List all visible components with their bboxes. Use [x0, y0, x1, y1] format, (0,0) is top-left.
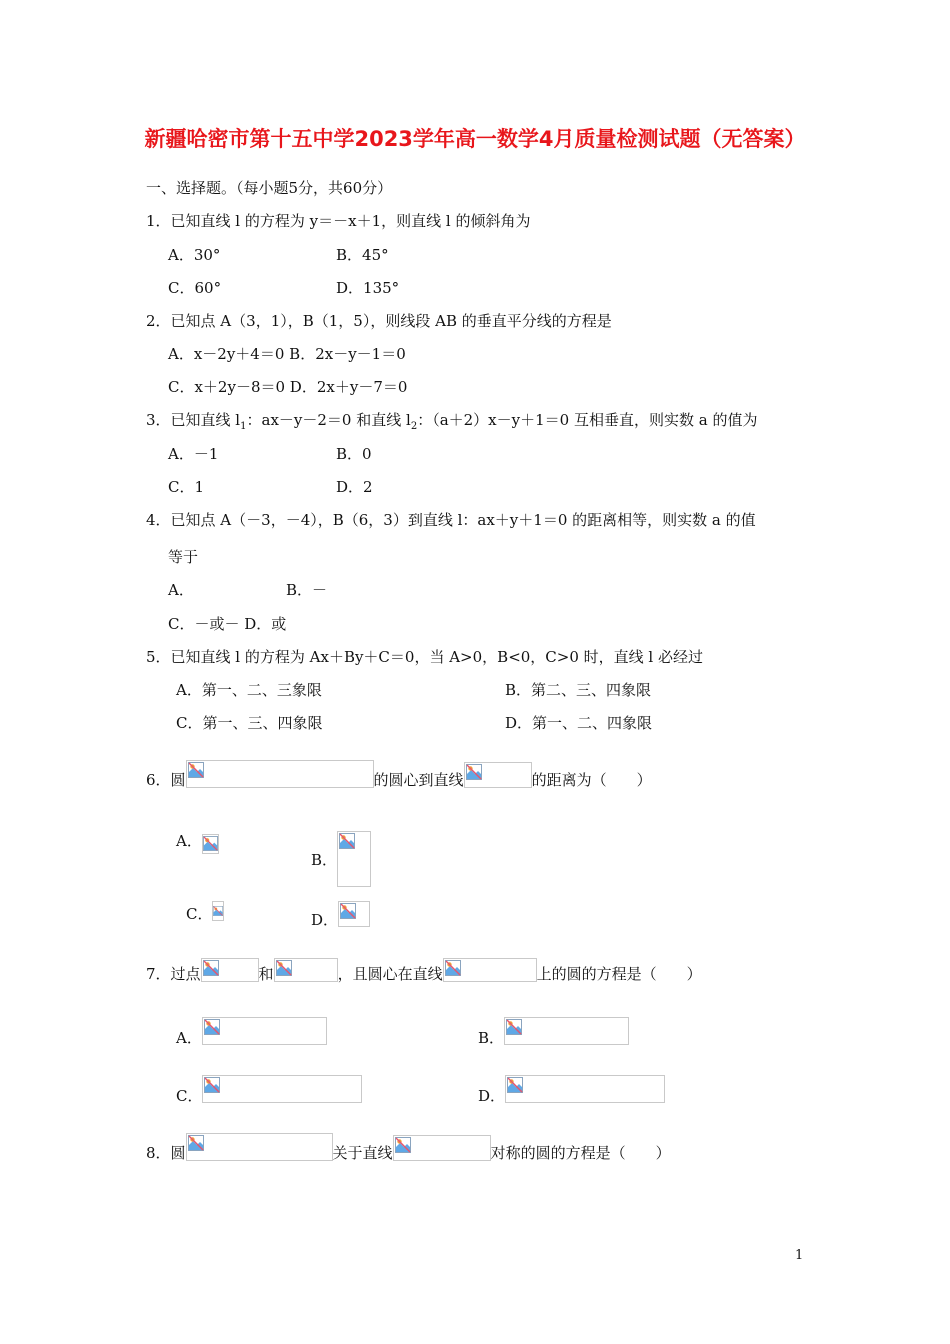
q7-option-b-image [504, 1017, 629, 1045]
broken-image-icon [507, 1077, 523, 1093]
q7-option-b-label: B． [478, 1029, 505, 1047]
q2-stem: 2．已知点 A（3，1），B（1，5），则线段 AB 的垂直平分线的方程是 [146, 312, 612, 330]
q7-option-c-label: C． [176, 1087, 203, 1105]
broken-image-icon [466, 764, 482, 780]
q7-line-image [443, 958, 537, 982]
q1-stem: 1．已知直线 l 的方程为 y＝－x＋1，则直线 l 的倾斜角为 [146, 212, 531, 230]
q7-option-c [176, 1075, 362, 1106]
q4-stem-line2: 等于 [168, 548, 199, 566]
q5-option-c: C．第一、三、四象限 [176, 714, 323, 732]
q7-point2-image [274, 958, 338, 982]
q8-circle-equation-image [186, 1133, 333, 1161]
q3-subscript-1: 1 [240, 421, 247, 432]
q6-stem [146, 760, 652, 790]
q3-option-b: B．0 [336, 445, 372, 463]
q6-option-c-label: C． [186, 905, 213, 923]
broken-image-icon [204, 1077, 220, 1093]
q7-and: 和 [258, 965, 274, 983]
q3-option-a: A．－1 [168, 445, 219, 463]
broken-image-icon [203, 960, 219, 976]
q2-options-ab: A．x－2y＋4＝0 B．2x－y－1＝0 [168, 345, 406, 363]
q7-point1-image [201, 958, 259, 982]
broken-image-icon [188, 1135, 204, 1151]
q6-circle-equation-image [186, 760, 374, 788]
q5-option-a: A．第一、二、三象限 [176, 681, 322, 699]
broken-image-icon [203, 836, 218, 851]
q4-option-b: B．－ [286, 581, 328, 599]
q5-option-b: B．第二、三、四象限 [505, 681, 652, 699]
q7-number: 7．过点 [146, 965, 201, 983]
q3-stem [146, 410, 757, 437]
broken-image-icon [339, 833, 355, 849]
q7-option-a-image [202, 1017, 327, 1045]
q6-option-d-image [338, 901, 370, 927]
q6-option-c-image [212, 901, 224, 921]
q7-option-b [478, 1017, 629, 1048]
q7-option-d [478, 1075, 665, 1106]
page-number: 1 [795, 1248, 804, 1263]
broken-image-icon [506, 1019, 522, 1035]
broken-image-icon [188, 762, 204, 778]
q1-option-d: D．135° [336, 279, 400, 297]
q3-stem-pre: 3．已知直线 l [146, 411, 241, 429]
q6-line-equation-image [464, 762, 532, 788]
q6-stem-mid: 的圆心到直线 [373, 771, 464, 789]
document-title: 新疆哈密市第十五中学2023学年高一数学4月质量检测试题（无答案） [144, 127, 806, 151]
q7-stem-end: 上的圆的方程是（ ） [536, 965, 702, 983]
q7-option-a [176, 1017, 327, 1048]
q6-option-a [176, 831, 219, 854]
q7-option-d-image [505, 1075, 665, 1103]
q7-option-d-label: D． [478, 1087, 506, 1105]
q3-option-c: C．1 [168, 478, 205, 496]
q6-option-d [311, 901, 370, 930]
q4-stem-line1: 4．已知点 A（－3，－4），B（6，3）到直线 l：ax＋y＋1＝0 的距离相等，则实数 a 的值 [146, 511, 756, 529]
broken-image-icon [276, 960, 292, 976]
q8-stem-end: 对称的圆的方程是（ ） [490, 1144, 671, 1162]
q6-option-b-image [337, 831, 371, 887]
q6-option-b-label: B． [311, 851, 338, 869]
q6-option-c [186, 901, 224, 924]
q3-subscript-2: 2 [410, 421, 418, 432]
q6-option-b [311, 831, 371, 887]
broken-image-icon [395, 1137, 411, 1153]
broken-image-icon [340, 903, 356, 919]
section-heading: 一、选择题。（每小题5分，共60分） [146, 179, 393, 197]
q5-option-d: D．第一、二、四象限 [505, 714, 653, 732]
q1-option-b: B．45° [336, 246, 389, 264]
q7-stem [146, 958, 702, 984]
q6-number: 6．圆 [146, 771, 186, 789]
q1-option-c: C．60° [168, 279, 222, 297]
q3-stem-mid: ：ax－y－2＝0 和直线 l [246, 411, 411, 429]
q8-stem-mid: 关于直线 [332, 1144, 393, 1162]
broken-image-icon [204, 1019, 220, 1035]
q5-stem: 5．已知直线 l 的方程为 Ax＋By＋C＝0，当 A>0，B<0，C>0 时，直线 l 必经过 [146, 648, 703, 666]
q6-stem-end: 的距离为（ ） [531, 771, 652, 789]
broken-image-icon [445, 960, 461, 976]
q3-option-d: D．2 [336, 478, 373, 496]
q6-option-a-label: A． [176, 832, 202, 850]
q8-stem [146, 1133, 671, 1163]
q8-number: 8．圆 [146, 1144, 186, 1162]
q7-option-a-label: A． [176, 1029, 202, 1047]
q8-line-equation-image [393, 1135, 491, 1161]
q7-stem-mid: ，且圆心在直线 [337, 965, 443, 983]
broken-image-icon [213, 903, 223, 919]
q1-option-a: A．30° [168, 246, 221, 264]
q6-option-a-image [202, 834, 219, 854]
q6-option-d-label: D． [311, 911, 339, 929]
q3-stem-post: ：（a＋2）x－y＋1＝0 互相垂直，则实数 a 的值为 [417, 411, 758, 429]
q2-options-cd: C．x＋2y－8＝0 D．2x＋y－7＝0 [168, 378, 408, 396]
q4-option-a: A． [168, 581, 194, 599]
q7-option-c-image [202, 1075, 362, 1103]
q4-options-cd: C．－或－ D．或 [168, 615, 287, 633]
